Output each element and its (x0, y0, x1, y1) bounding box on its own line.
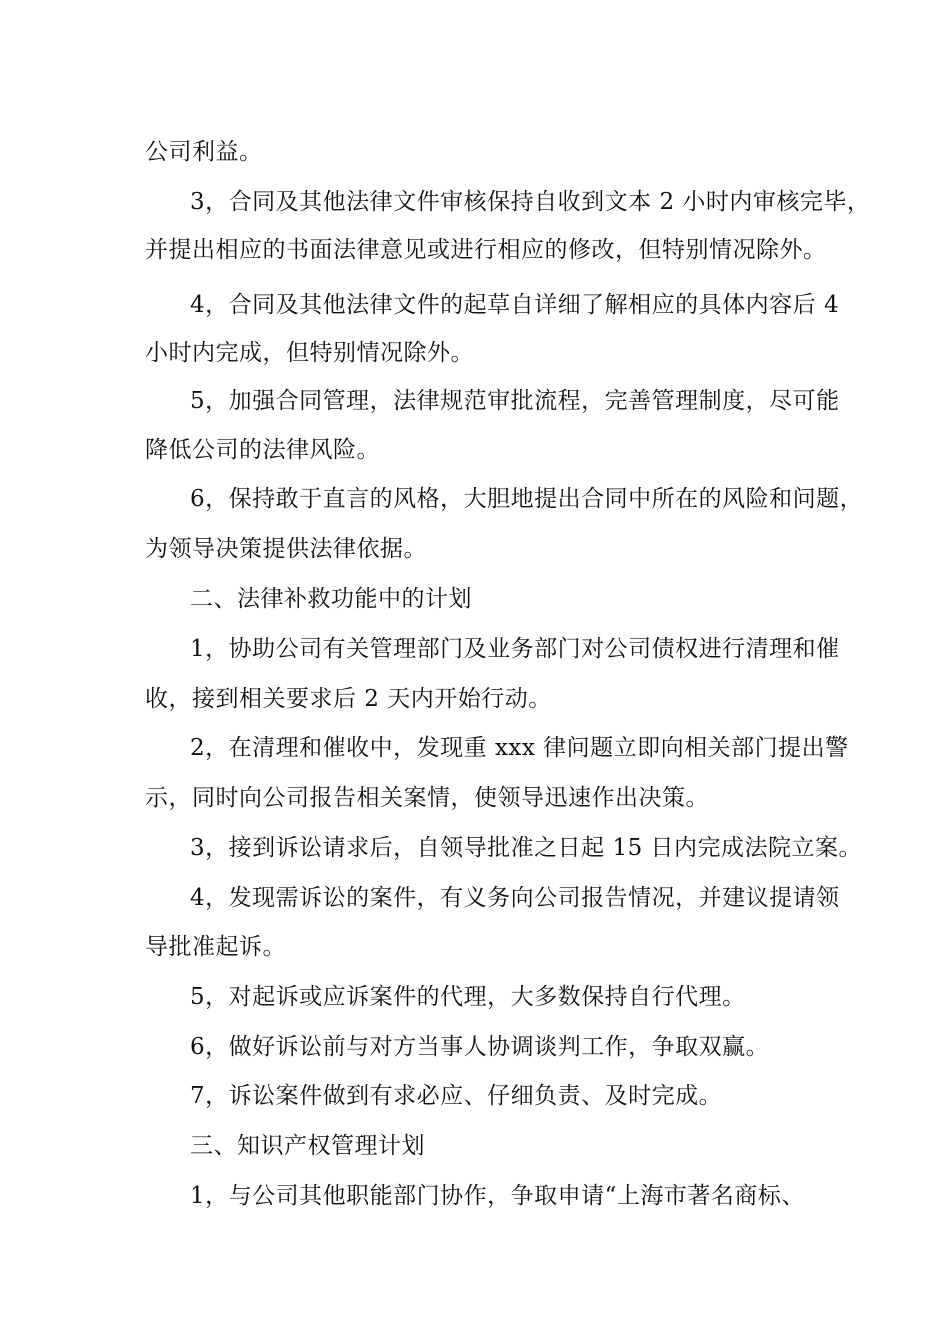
text-line: 3，接到诉讼请求后，自领导批准之日起 15 日内完成法院立案。 (190, 835, 863, 861)
text-line: 4，合同及其他法律文件的起草自详细了解相应的具体内容后 4 (190, 292, 840, 318)
section-heading: 二、法律补救功能中的计划 (190, 586, 472, 612)
text-line: 为领导决策提供法律依据。 (145, 536, 427, 562)
section-heading: 三、知识产权管理计划 (190, 1133, 425, 1159)
text-line: 导批准起诉。 (145, 934, 286, 960)
text-line: 5，对起诉或应诉案件的代理，大多数保持自行代理。 (190, 984, 746, 1010)
text-line: 4，发现需诉讼的案件，有义务向公司报告情况，并建议提请领 (190, 885, 840, 911)
text-line: 3，合同及其他法律文件审核保持自收到文本 2 小时内审核完毕， (190, 189, 871, 215)
text-line: 并提出相应的书面法律意见或进行相应的修改，但特别情况除外。 (145, 237, 827, 263)
text-line: 收，接到相关要求后 2 天内开始行动。 (145, 686, 552, 712)
text-line: 1，协助公司有关管理部门及业务部门对公司债权进行清理和催 (190, 636, 840, 662)
text-line: 6，保持敢于直言的风格，大胆地提出合同中所在的风险和问题， (190, 486, 864, 512)
text-line: 2，在清理和催收中，发现重 xxx 律问题立即向相关部门提出警 (190, 735, 849, 761)
text-line: 公司利益。 (145, 139, 263, 165)
text-line: 降低公司的法律风险。 (145, 437, 380, 463)
text-line: 7，诉讼案件做到有求必应、仔细负责、及时完成。 (190, 1083, 723, 1109)
text-line: 示，同时向公司报告相关案情，使领导迅速作出决策。 (145, 785, 709, 811)
text-line: 1，与公司其他职能部门协作，争取申请“上海市著名商标、 (190, 1183, 805, 1209)
text-line: 6，做好诉讼前与对方当事人协调谈判工作，争取双赢。 (190, 1034, 770, 1060)
text-line: 小时内完成，但特别情况除外。 (145, 340, 474, 366)
text-line: 5，加强合同管理，法律规范审批流程，完善管理制度，尽可能 (190, 388, 840, 414)
